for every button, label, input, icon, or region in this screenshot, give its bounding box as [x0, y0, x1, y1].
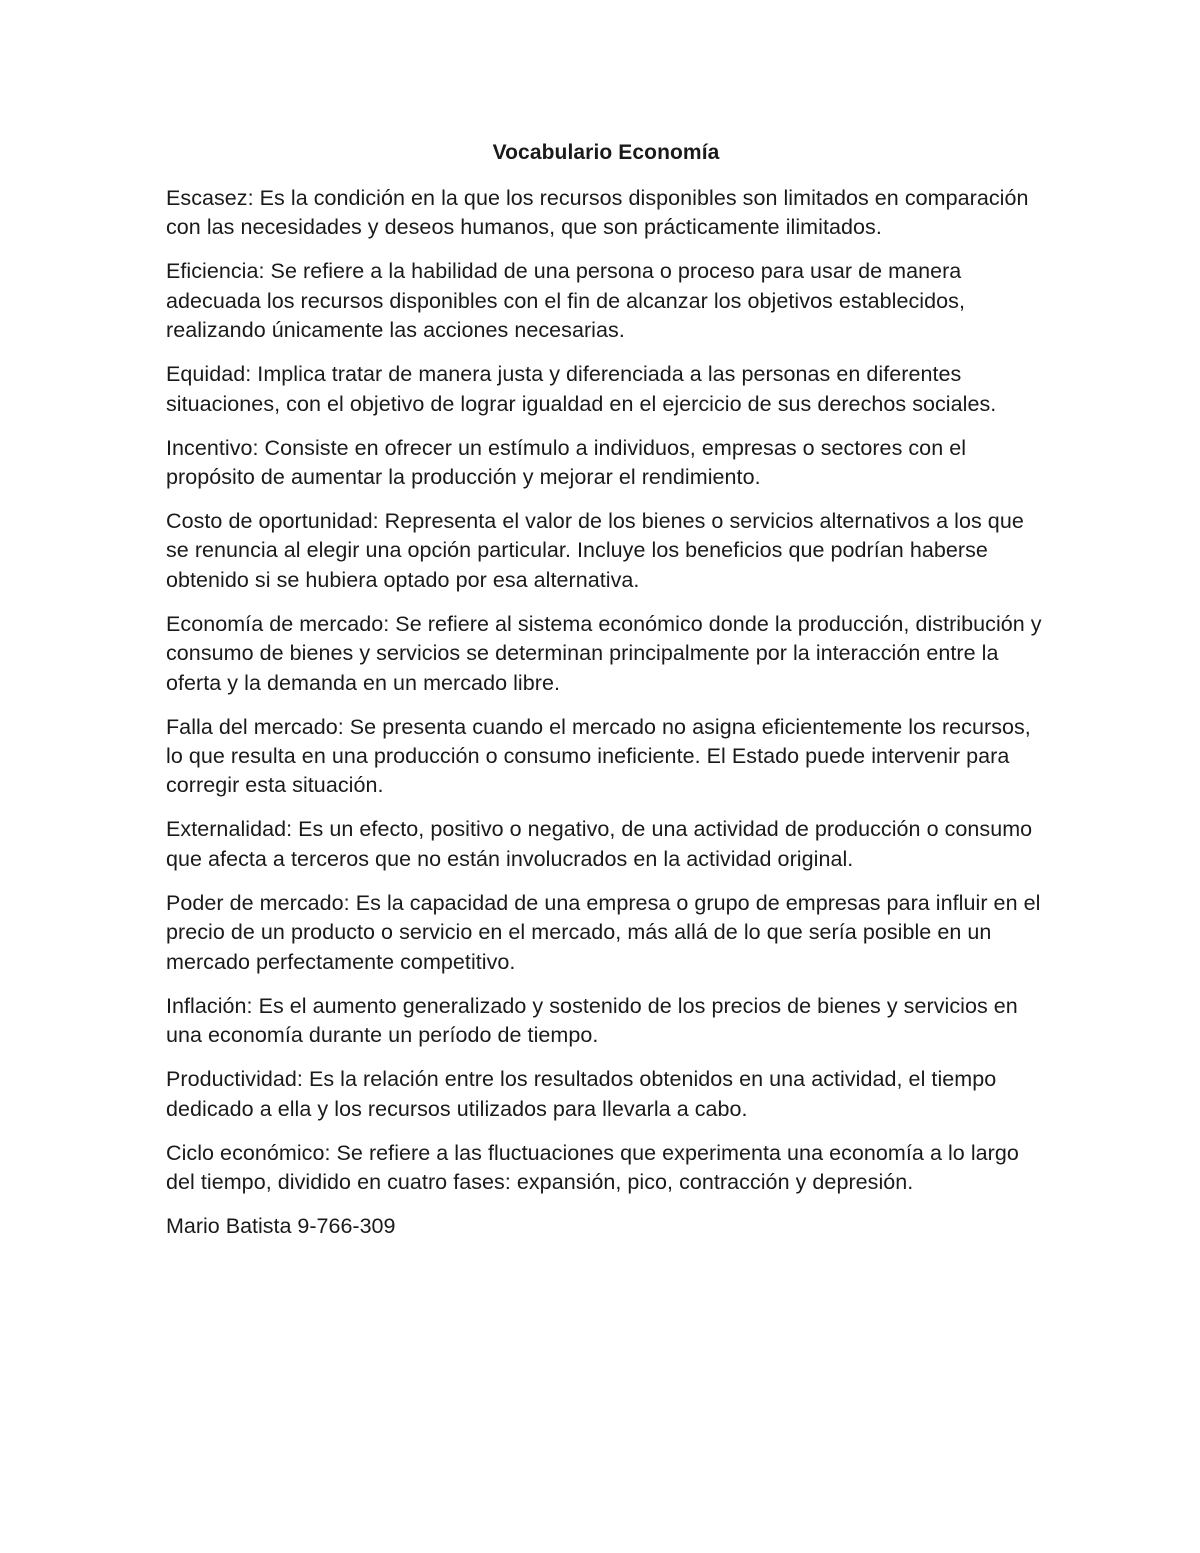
entry-equidad: Equidad: Implica tratar de manera justa y diferenciada a las personas en diferentes situaciones, con el objetivo de lograr igualdad en el ejercicio de sus derechos sociales. — [166, 362, 997, 416]
entry-costo-de-oportunidad: Costo de oportunidad: Representa el valor de los bienes o servicios alternativos a los que se renuncia al elegir una opción particular. Incluye los beneficios que podrían haberse obtenido si se hubiera optado por esa alternativa. — [166, 509, 1024, 592]
entry-ciclo-economico: Ciclo económico: Se refiere a las fluctuaciones que experimenta una economía a lo largo del tiempo, dividido en cuatro fases: expansión, pico, contracción y depresión. — [166, 1140, 1019, 1194]
document-body — [166, 137, 1046, 1241]
author-signature: Mario Batista 9-766-309 — [166, 1213, 396, 1238]
entry-escasez: Escasez: Es la condición en la que los recursos disponibles son limitados en comparación con las necesidades y deseos humanos, que son prácticamente ilimitados. — [166, 186, 1029, 240]
entry-externalidad: Externalidad: Es un efecto, positivo o negativo, de una actividad de producción o consumo que afecta a terceros que no están involucrados en la actividad original. — [166, 817, 1033, 871]
entry-poder-de-mercado: Poder de mercado: Es la capacidad de una empresa o grupo de empresas para influir en el precio de un producto o servicio en el mercado, más allá de lo que sería posible en un mercado perfectamente competitivo. — [166, 890, 1041, 974]
entry-incentivo: Incentivo: Consiste en ofrecer un estímulo a individuos, empresas o sectores con el propósito de aumentar la producción y mejorar el rendimiento. — [166, 435, 967, 490]
entry-falla-del-mercado: Falla del mercado: Se presenta cuando el mercado no asigna eficientemente los recursos, lo que resulta en una producción o consumo ineficiente. El Estado puede intervenir para corregir esta situación. — [166, 714, 1031, 798]
document-title: Vocabulario Economía — [492, 141, 720, 164]
entry-economia-de-mercado: Economía de mercado: Se refiere al sistema económico donde la producción, distribución y consumo de bienes y servicios se determinan principalmente por la interacción entre la oferta y la demanda en un mercado libre. — [166, 611, 1042, 695]
entry-eficiencia: Eficiencia: Se refiere a la habilidad de una persona o proceso para usar de manera adecuada los recursos disponibles con el fin de alcanzar los objetivos establecidos, realizando únicamente las acciones necesarias. — [166, 259, 965, 343]
entry-productividad: Productividad: Es la relación entre los resultados obtenidos en una actividad, el tiempo dedicado a ella y los recursos utilizados para llevarla a cabo. — [166, 1067, 997, 1121]
entry-inflacion: Inflación: Es el aumento generalizado y sostenido de los precios de bienes y servicios en una economía durante un período de tiempo. — [166, 993, 1018, 1048]
